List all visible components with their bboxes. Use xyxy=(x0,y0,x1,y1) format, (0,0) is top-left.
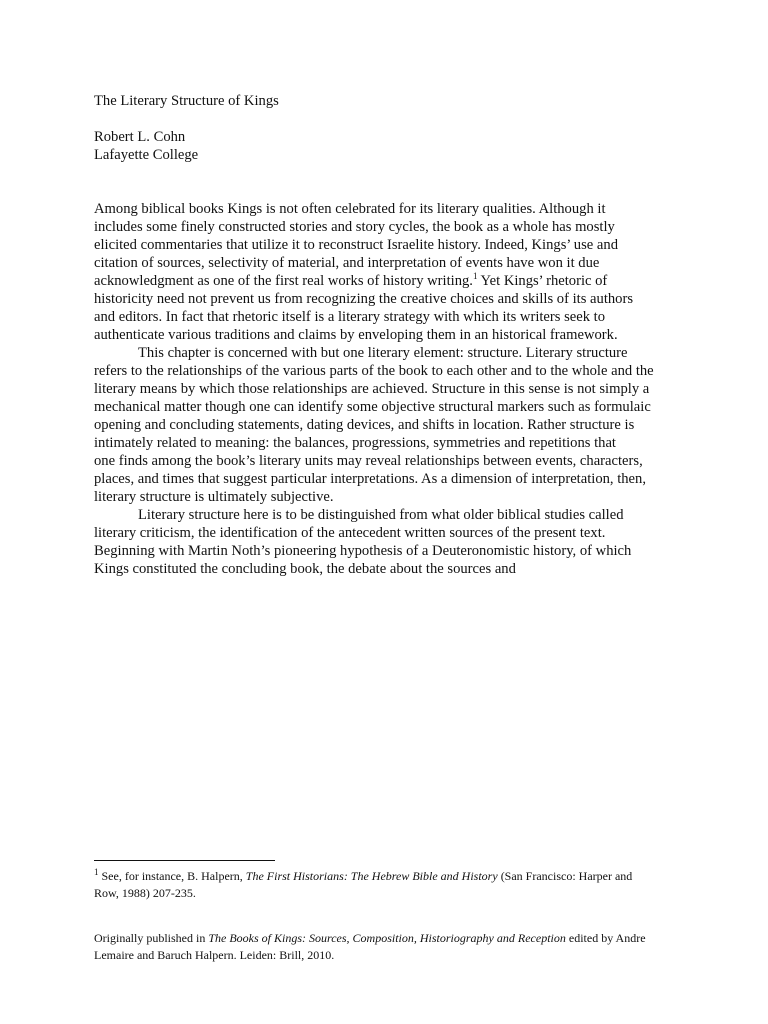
body-line: intimately related to meaning: the balances, progressions, symmetries and repetitions that xyxy=(94,435,616,451)
footnote-text: See, for instance, B. Halpern, xyxy=(98,869,246,883)
footnote-number: 1 xyxy=(94,867,99,877)
body-line: literary means by which those relationships are achieved. Structure in this sense is not simply a xyxy=(94,381,650,397)
publication-note xyxy=(94,930,646,964)
body-line: one finds among the book’s literary units may reveal relationships between events, characters, xyxy=(94,453,643,469)
body-line: mechanical matter though one can identify some objective structural markers such as formulaic xyxy=(94,399,651,415)
body-text-segment: acknowledgment as one of the first real works of history writing. xyxy=(94,273,473,289)
publication-book-title: The Books of Kings: Sources, Composition, Historiography and Reception xyxy=(208,931,566,945)
author-institution: Lafayette College xyxy=(94,147,199,163)
body-line: This chapter is concerned with but one literary element: structure. Literary structure xyxy=(138,345,628,361)
body-line: Kings constituted the concluding book, the debate about the sources and xyxy=(94,561,516,577)
body-text-segment: Yet Kings’ rhetoric of xyxy=(477,273,608,289)
body-line: literary criticism, the identification of the antecedent written sources of the present text. xyxy=(94,525,606,541)
footnote-line: Row, 1988) 207-235. xyxy=(94,886,196,900)
body-line: opening and concluding statements, dating devices, and shifts in location. Rather structure is xyxy=(94,417,635,433)
author-block xyxy=(94,128,198,164)
body-line: citation of sources, selectivity of material, and interpretation of events have won it due xyxy=(94,255,600,271)
publication-line xyxy=(94,930,646,947)
body-line: elicited commentaries that utilize it to reconstruct Israelite history. Indeed, Kings’ use and xyxy=(94,237,618,253)
body-text xyxy=(94,200,684,578)
footnote xyxy=(94,868,632,902)
body-line: Among biblical books Kings is not often celebrated for its literary qualities. Although it xyxy=(94,201,606,217)
footnote-text: (San Francisco: Harper and xyxy=(497,869,633,883)
footnote-line xyxy=(94,868,632,885)
body-line: and editors. In fact that rhetoric itself is a literary strategy with which its writers seek to xyxy=(94,309,606,325)
paper-title: The Literary Structure of Kings xyxy=(94,93,279,109)
body-line: authenticate various traditions and claims by enveloping them in an historical framework. xyxy=(94,327,618,343)
footnote-reference[interactable]: 1 xyxy=(472,271,478,282)
body-line: refers to the relationships of the various parts of the book to each other and to the whole and the xyxy=(94,363,654,379)
body-line: literary structure is ultimately subjective. xyxy=(94,489,334,505)
body-line: includes some finely constructed stories and story cycles, the book as a whole has mostly xyxy=(94,219,615,235)
author-name: Robert L. Cohn xyxy=(94,129,186,145)
body-line: Beginning with Martin Noth’s pioneering hypothesis of a Deuteronomistic history, of which xyxy=(94,543,632,559)
publication-line: Lemaire and Baruch Halpern. Leiden: Brill, 2010. xyxy=(94,948,335,962)
publication-text: edited by Andre xyxy=(565,931,646,945)
footnote-divider xyxy=(94,860,275,861)
body-line: historicity need not prevent us from recognizing the creative choices and skills of its authors xyxy=(94,291,634,307)
publication-text: Originally published in xyxy=(94,931,209,945)
body-line: Literary structure here is to be distinguished from what older biblical studies called xyxy=(138,507,624,523)
body-line: places, and times that suggest particular interpretations. As a dimension of interpretation, then, xyxy=(94,471,646,487)
body-line-with-footnote xyxy=(94,272,684,290)
footnote-book-title: The First Historians: The Hebrew Bible and History xyxy=(245,869,498,883)
